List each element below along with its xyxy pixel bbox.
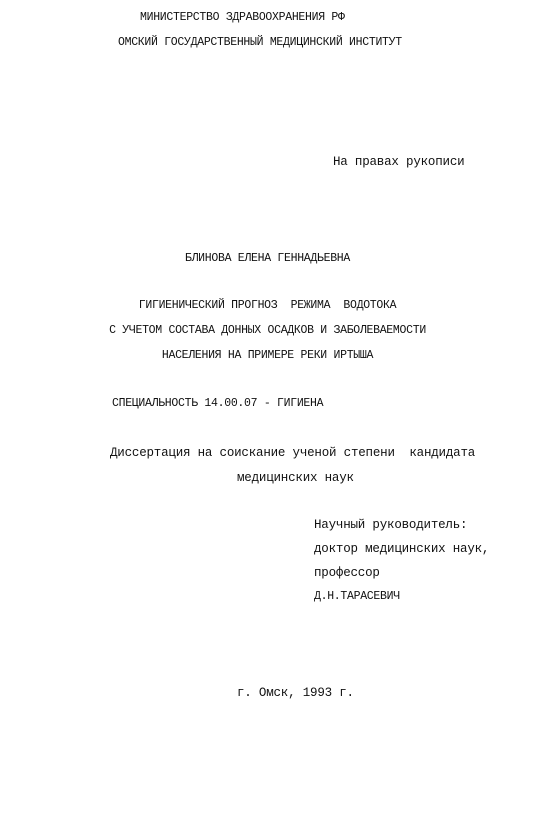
place-year: г. Омск, 1993 г.: [237, 686, 354, 700]
manuscript-note: На правах рукописи: [333, 155, 465, 169]
title-line-3: НАСЕЛЕНИЯ НА ПРИМЕРЕ РЕКИ ИРТЫША: [161, 349, 374, 362]
author-name: БЛИНОВА ЕЛЕНА ГЕННАДЬЕВНА: [184, 252, 351, 265]
supervisor-degree: доктор медицинских наук,: [314, 542, 490, 556]
ministry-heading: МИНИСТЕРСТВО ЗДРАВООХРАНЕНИЯ РФ: [140, 11, 345, 24]
institute-heading: ОМСКИЙ ГОСУДАРСТВЕННЫЙ МЕДИЦИНСКИЙ ИНСТИТУТ: [118, 36, 402, 49]
dissertation-line-2: медицинских наук: [237, 471, 354, 485]
supervisor-rank: профессор: [314, 566, 380, 580]
supervisor-name: Д.Н.ТАРАСЕВИЧ: [314, 590, 400, 603]
specialty-line: СПЕЦИАЛЬНОСТЬ 14.00.07 - ГИГИЕНА: [112, 397, 324, 410]
dissertation-line-1: Диссертация на соискание ученой степени кандидата: [110, 446, 476, 460]
supervisor-label: Научный руководитель:: [314, 518, 468, 532]
title-line-2: С УЧЕТОМ СОСТАВА ДОННЫХ ОСАДКОВ И ЗАБОЛЕВАЕМОСТИ: [109, 324, 426, 337]
title-line-1: ГИГИЕНИЧЕСКИЙ ПРОГНОЗ РЕЖИМА ВОДОТОКА: [138, 299, 397, 312]
